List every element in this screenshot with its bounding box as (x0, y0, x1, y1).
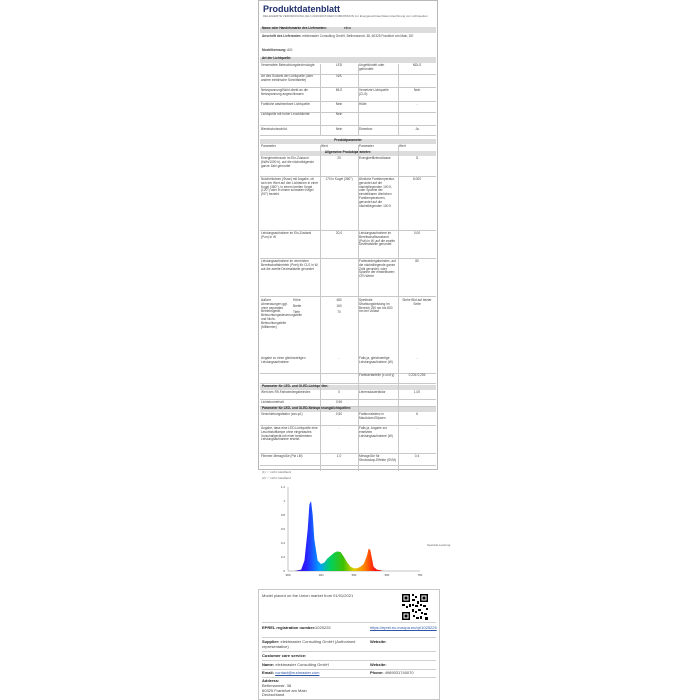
light-source-cell: Lichtquelle mit hoher Leuchtdichte: (261, 112, 311, 116)
mains-param-cell: 0,4 (414, 454, 420, 458)
light-source-cell: Farbliche abstimmbare Lichtquelle: (261, 102, 311, 106)
supplier-row (262, 639, 366, 649)
general-param-cell: 20 (337, 156, 341, 160)
width-label: Breite (293, 304, 302, 308)
general-params-section: Allgemeine Produktparameter: (260, 151, 436, 156)
eprel-label: EPREL registration number: (262, 625, 316, 630)
website-label: Website: (370, 639, 387, 644)
product-params-section: Produktparameter (260, 139, 436, 144)
mains-param-cell: Flimmer-Messgröße (Pst LM) (261, 454, 303, 458)
light-source-section: Art der Lichtquelle: (260, 57, 436, 63)
page-title: Produktdatenblatt (263, 4, 341, 14)
equivalent-param-cell: Farbwertanteile (x und y) (359, 373, 395, 377)
model-value: A01 (287, 48, 293, 52)
footnote-1: (1) '-': nicht zutreffend (262, 470, 291, 474)
light-source-cell: - (416, 102, 418, 106)
chart-legend: Spektral-Leistung (427, 543, 451, 547)
led-param-cell: Lichtstromerhalt (261, 400, 284, 404)
light-source-cell: Ungebündelt oder gebündelt: (359, 63, 385, 71)
led-param-cell: Wert des R9-Farbwiedergabeindex (261, 390, 311, 394)
y-tick-label: 0.8 (280, 513, 285, 517)
y-tick-label: 0.2 (280, 555, 285, 559)
spectrum-area (288, 501, 420, 571)
light-source-cell: N/A (336, 74, 342, 78)
equivalent-param-cell: 0,234 0,205 (408, 373, 426, 377)
customer-care-label: Customer care service: (262, 653, 307, 658)
model-row (260, 49, 436, 55)
eprel-link[interactable]: https://eprel.ec.europa.eu/qr/1025225 (370, 625, 437, 630)
height-value: 480 (336, 298, 342, 302)
model-label: Modellkennung: (262, 48, 287, 52)
general-param-cell: Leistungsaufnahme im Bereitschaftszustand (Psb) in W, auf die zweite Dezimalstelle gerundet (359, 231, 395, 247)
name-label: Name: (262, 662, 275, 667)
light-source-cell (399, 75, 435, 87)
light-source-cell: Dimmbar: (359, 127, 373, 131)
supplier-trademark-row (260, 27, 436, 33)
spectral-label: Spektrale Strahlungsleistung im Bereich 250 nm bis 800 nm bei Vollast (359, 298, 393, 314)
led-param-cell: 0 (338, 390, 340, 394)
light-source-cell: MLS (335, 88, 343, 92)
mains-param-cell: - (416, 426, 418, 430)
y-tick-label: 0 (283, 569, 285, 573)
email-row (262, 670, 319, 675)
x-tick-label: 581 (351, 573, 357, 577)
regulation-text: DELEGIERTE VERORDNUNG (EU) 2019/2015 DER KOMMISSION zur Energieverbrauchskennzeichnung von Lichtquellen (263, 14, 428, 18)
y-tick-label: 1 (283, 499, 285, 503)
trademark-value: elina (344, 26, 351, 30)
mains-param-cell: Verschiebungsfaktor (cos φ1) (261, 412, 303, 416)
equivalent-param-cell: - (416, 356, 418, 360)
general-param-cell: 8.000 (413, 177, 421, 181)
address-label: Anschrift des Lieferanten: (262, 34, 302, 38)
chart-axes (281, 485, 423, 577)
general-param-cell: Leistungsaufnahme im Ein-Zustand (Pon) in W (261, 231, 312, 239)
email-label: Email: (262, 670, 275, 675)
equivalent-param-cell (321, 374, 357, 383)
phone-value: 4969031740070 (384, 670, 414, 675)
equivalent-param-cell: Falls ja, gleichwertige Leistungsaufnahme (W) (359, 356, 393, 364)
mains-params-section: Parameter für LED- und OLED-Netzspannungslichtquellen: (260, 407, 436, 412)
light-source-cell: Nein (335, 112, 343, 116)
light-source-cell: Ja (415, 127, 419, 131)
light-source-cell: Hülle: (359, 102, 368, 106)
phone-row (370, 670, 414, 675)
light-source-cell: LED (335, 63, 343, 67)
general-param-cell: Energieverbrauch im Ein-Zustand (kWh/1000 h), auf die nächstfolgende ganze Zahl gerundet (261, 156, 314, 168)
light-source-cell: NDLS (412, 63, 422, 67)
eprel-card (258, 589, 440, 700)
led-param-cell: 0,96 (335, 400, 343, 404)
general-param-cell: Farbwiedergabeindex, auf die nächstliegende ganze Zahl gerundet, oder Spanne der einstellbaren CRI-Werte (359, 259, 396, 279)
light-source-cell: Nein (413, 88, 421, 92)
led-params-section: Parameter für LED- und OLED-Lichtquellen: (260, 385, 436, 390)
placed-on-market: Model placed on the Union market from 01/01/2021 (262, 593, 354, 598)
x-tick-label: 681 (384, 573, 390, 577)
x-tick-label: 781 (417, 573, 423, 577)
address-value: elektmaster Consulting GmbH, Bethmannstr. 38, 60325 Frankfurt am Main, DE (302, 34, 414, 38)
light-source-cell (399, 113, 435, 125)
spectral-value: Siehe Bild auf letzter Seite (402, 298, 432, 306)
y-tick-label: 0.4 (280, 541, 285, 545)
general-param-cell: 80 (415, 259, 419, 263)
led-param-cell: 1,00 (413, 390, 421, 394)
mains-param-cell: 1,0 (336, 454, 342, 458)
equivalent-param-cell: - (338, 356, 340, 360)
light-source-cell: Nein (335, 127, 343, 131)
chart-marks (288, 501, 420, 571)
led-param-cell: Lebensdauerfaktor (359, 390, 386, 394)
x-tick-label: 481 (318, 573, 324, 577)
light-source-cell: Nein (335, 102, 343, 106)
light-source-cell: Art des Sockels der Lichtquelle (oder andere elektrische Schnittstelle) (261, 74, 314, 82)
y-tick-label: 0.6 (280, 527, 285, 531)
phone-label: Phone: (370, 670, 384, 675)
general-param-cell (321, 260, 357, 296)
mains-param-cell: - (338, 426, 340, 430)
mains-param-cell: 0,50 (335, 412, 343, 416)
dimensions-label: äußere Abmessungen ggf. ohne separates Betriebsgerät, Beleuchtungssteuerungsteile und Nicht-Beleuchtungsteile (Millimeter) (261, 298, 302, 329)
light-source-cell: Blendschutzschild: (261, 127, 288, 131)
general-param-cell: 0,00 (413, 231, 421, 235)
address-label: Address: (262, 678, 280, 683)
spectrum-chart (258, 483, 440, 579)
general-param-cell: Ähnliche Farbtemperatur, gerundet auf die nächstliegenden 100 K, oder Spanne der einstellbaren ähnlichen Farbtemperaturen, gerundet auf die nächstliegenden 100 K (359, 177, 395, 208)
name-row (262, 662, 329, 667)
general-param-cell: Energieeffizienzklasse (359, 156, 391, 160)
name-value: elektmaster Consulting GmbH (275, 662, 329, 667)
qr-code-icon[interactable] (401, 593, 429, 621)
depth-label: Tiefe (293, 310, 300, 314)
trademark-label: Name oder Handelsmarke des Lieferanten: (262, 26, 327, 30)
equivalent-param-cell (261, 374, 319, 383)
params-header-cell: Parameter (359, 144, 374, 148)
params-header-cell: Parameter (261, 144, 276, 148)
light-source-cell: Verwendete Beleuchtungstechnologie: (261, 63, 316, 67)
email-link[interactable]: contact@eudmaster.com (275, 670, 320, 675)
general-param-cell: 20,0 (335, 231, 343, 235)
y-tick-label: 1.2 (280, 485, 285, 489)
equivalent-param-cell: Angabe zu einer gleichwertigen Leistungsaufnahme (261, 356, 306, 364)
address-line-3: Deutschland (262, 692, 285, 697)
footnote-2: (2) '-': nicht zutreffend (262, 476, 291, 480)
height-label: Höhe (293, 298, 301, 302)
light-source-cell: Netzspannung/Nicht direkt an die Netzspannung angeschlossen (261, 88, 308, 96)
mains-param-cell: Farbkonsistenz in MacAdam-Ellipsen (359, 412, 386, 420)
params-header-cell: Wert (321, 144, 328, 148)
mains-param-cell: Angabe, dass eine LED-Lichtquelle eine Leuchtstofflampe ohne eingebautes Vorschaltgerät mit einer bestimmten Leistungsaufnahme ersetzt. (261, 426, 318, 442)
product-data-sheet (258, 0, 438, 470)
x-tick-label: 380 (285, 573, 291, 577)
supplier-label: Supplier: (262, 639, 280, 644)
light-source-cell: Vernetzte Lichtquelle (CLS): (359, 88, 389, 96)
depth-value: 70 (337, 310, 341, 314)
light-source-cell (359, 113, 397, 125)
general-param-cell: G (415, 156, 419, 160)
website2-label: Website: (370, 662, 387, 667)
mains-param-cell: 6 (416, 412, 418, 416)
general-param-cell: 170 in Kugel (360°) (325, 177, 353, 181)
light-source-cell (359, 75, 397, 87)
general-param-cell: Nutzlichtstrom (Φuse) mit Angabe, ob sich der Wert auf den Lichtstrom in einer Kugel (360°), in einem breiten Kegel (120°) oder in einem schmalen Kegel (90°) bezieht (261, 177, 319, 197)
mains-param-cell: Messgröße für Stroboskop-Effekte (SVM) (359, 454, 396, 462)
width-value: 160 (336, 304, 342, 308)
address-line-1: Bethmannstr. 38 (262, 683, 292, 688)
supplier-value: elektmaster Consulting GmbH (Authorised representative) (262, 639, 356, 649)
general-param-cell: Leistungsaufnahme im vernetzten Bereitschaftsbetrieb (Pnet) für CLS in W, auf die zweite Dezimalstelle gerundet (261, 259, 319, 271)
address-line-2: 60325 Frankfurt am Main (262, 687, 307, 693)
supplier-address-row (260, 35, 436, 47)
eprel-value: 1025225 (315, 625, 331, 630)
mains-param-cell: Falls ja, Angabe zur ersetzten Leistungsaufnahme (W) (359, 426, 393, 438)
params-header-cell: Wert (399, 144, 406, 148)
